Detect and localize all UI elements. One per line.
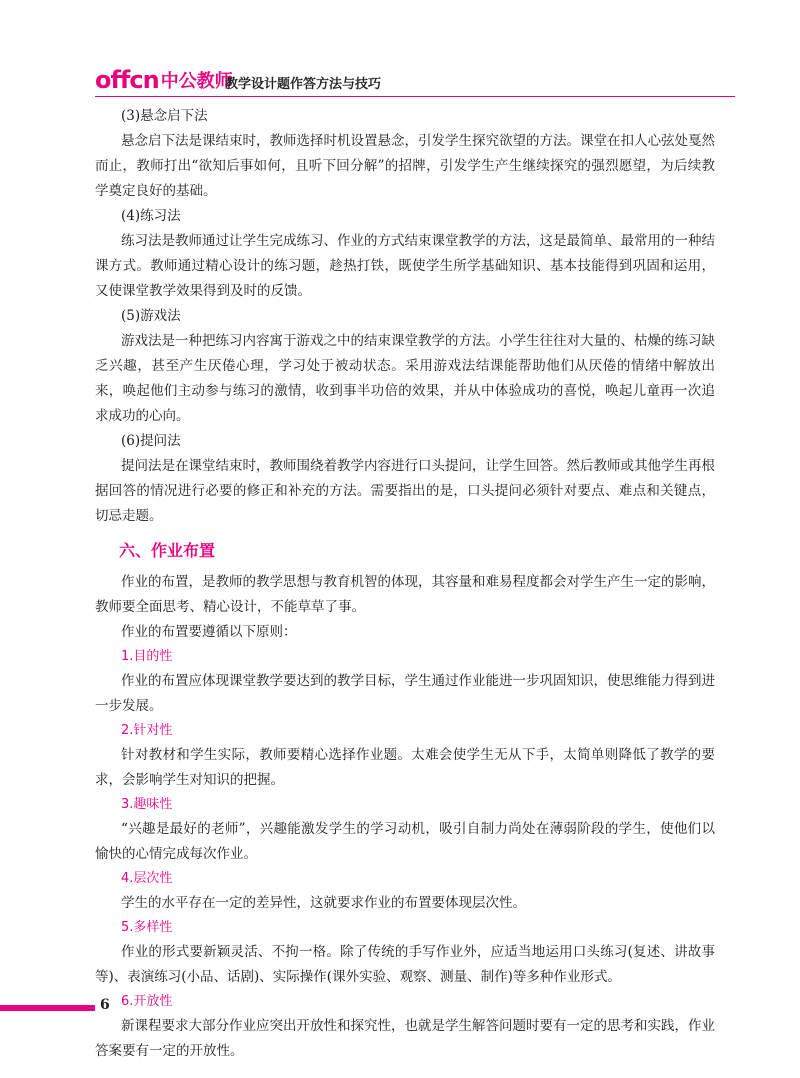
section-title: 六、作业布置 bbox=[119, 541, 216, 560]
method-paragraph: 提问法是在课堂结束时，教师围绕着教学内容进行口头提问，让学生回答。然后教师或其他学生再根据回答的情况进行必要的修正和补充的方法。需要指出的是，口头提问必须针对要点、难点和关键点，切忌走题。 bbox=[95, 458, 715, 524]
method-paragraph: 游戏法是一种把练习内容寓于游戏之中的结束课堂教学的方法。小学生往往对大量的、枯燥的练习缺乏兴趣，甚至产生厌倦心理，学习处于被动状态。采用游戏法结课能帮助他们从厌倦的情绪中解放出来，唤起他们主动参与练习的激情，收到事半功倍的效果，并从中体验成功的喜悦，唤起儿童再一次追求成功的心向。 bbox=[95, 333, 715, 424]
principle-text: 作业的布置应体现课堂教学要达到的教学目标，学生通过作业能进一步巩固知识，使思维能力得到进一步发展。 bbox=[95, 673, 715, 714]
principle-text: 学生的水平存在一定的差异性，这就要求作业的布置要体现层次性。 bbox=[121, 895, 526, 911]
principle-label: 5.多样性 bbox=[121, 920, 173, 935]
logo-latin-text: offcn bbox=[95, 66, 159, 94]
principle-text: 作业的形式要新颖灵活、不拘一格。除了传统的手写作业外，应适当地运用口头练习(复述、讲故事等)、表演练习(小品、话剧)、实际操作(课外实验、观察、测量、制作)等多种作业形式。 bbox=[95, 944, 715, 985]
page-body bbox=[95, 104, 715, 1064]
page-header bbox=[95, 64, 735, 98]
principle-text: “兴趣是最好的老师”，兴趣能激发学生的学习动机，吸引自制力尚处在薄弱阶段的学生，使他们以愉快的心情完成每次作业。 bbox=[95, 821, 715, 862]
method-heading: (5)游戏法 bbox=[121, 308, 181, 324]
principle-label: 1.目的性 bbox=[121, 649, 173, 664]
section-lead: 作业的布置要遵循以下原则： bbox=[121, 624, 297, 640]
section-intro: 作业的布置，是教师的教学思想与教育机智的体现，其容量和难易程度都会对学生产生一定的影响，教师要全面思考、精心设计，不能草草了事。 bbox=[95, 574, 715, 615]
running-header-title: 教学设计题作答方法与技巧 bbox=[225, 77, 382, 92]
principle-label: 3.趣味性 bbox=[121, 797, 173, 812]
offcn-logo bbox=[95, 66, 233, 94]
principle-text: 新课程要求大部分作业应突出开放性和探究性，也就是学生解答问题时要有一定的思考和实践，作业答案要有一定的开放性。 bbox=[95, 1018, 715, 1059]
principle-label: 6.开放性 bbox=[121, 994, 173, 1009]
page-number: 6 bbox=[100, 997, 110, 1013]
method-heading: (4)练习法 bbox=[121, 208, 181, 224]
footer-accent-bar bbox=[0, 1005, 95, 1011]
method-heading: (6)提问法 bbox=[121, 433, 181, 449]
method-paragraph: 悬念启下法是课结束时，教师选择时机设置悬念，引发学生探究欲望的方法。课堂在扣人心弦处戛然而止，教师打出“欲知后事如何，且听下回分解”的招牌，引发学生产生继续探究的强烈愿望，为后续教学奠定良好的基础。 bbox=[95, 133, 715, 199]
principle-label: 2.针对性 bbox=[121, 723, 173, 738]
principle-text: 针对教材和学生实际，教师要精心选择作业题。太难会使学生无从下手，太简单则降低了教学的要求，会影响学生对知识的把握。 bbox=[95, 747, 715, 788]
logo-chinese-text: 中公教师 bbox=[160, 71, 233, 92]
principle-label: 4.层次性 bbox=[121, 871, 173, 886]
header-divider bbox=[95, 96, 735, 97]
method-heading: (3)悬念启下法 bbox=[121, 108, 208, 124]
method-paragraph: 练习法是教师通过让学生完成练习、作业的方式结束课堂教学的方法，这是最简单、最常用的一种结课方式。教师通过精心设计的练习题，趁热打铁，既使学生所学基础知识、基本技能得到巩固和运用，又使课堂教学效果得到及时的反馈。 bbox=[95, 233, 715, 299]
